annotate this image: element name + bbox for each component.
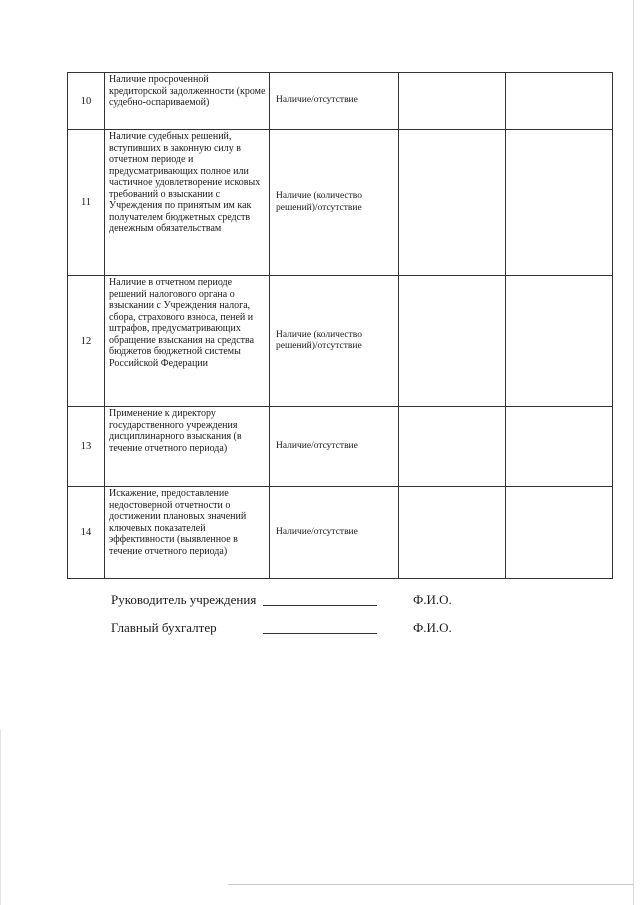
criterion-text: Искажение, предоставление недостоверной отчетности о достижении плановых значений ключевых показателей эффективности (выявленное в течение отчетного периода) [105, 487, 270, 579]
head-name: Ф.И.О. [413, 592, 452, 607]
scan-edge-right [633, 0, 634, 905]
value-cell [399, 487, 506, 579]
criterion-text: Наличие судебных решений, вступивших в законную силу в отчетном периоде и предусматривающих полное или частичное удовлетворение исковых требований о взыскании с Учреждения по принятым им как получателем бюджетных средств денежным обязательствам [105, 130, 270, 276]
row-number: 13 [68, 407, 105, 487]
measure-text: Наличие/отсутствие [270, 407, 399, 487]
accountant-label: Главный бухгалтер [111, 620, 217, 635]
scan-edge-left [0, 730, 1, 905]
table-row [68, 276, 613, 407]
row-number: 14 [68, 487, 105, 579]
measure-text: Наличие (количество решений)/отсутствие [270, 130, 399, 276]
value-cell [506, 487, 613, 579]
table-row [68, 130, 613, 276]
row-number: 12 [68, 276, 105, 407]
criteria-table [67, 72, 613, 579]
scan-bottom-line [228, 884, 633, 885]
value-cell [506, 130, 613, 276]
criterion-text: Наличие в отчетном периоде решений налогового органа о взыскании с Учреждения налога, сбора, страхового взноса, пеней и штрафов, предусматривающих обращение взыскания на средства бюджетов бюджетной системы Российской Федерации [105, 276, 270, 407]
value-cell [506, 407, 613, 487]
value-cell [399, 73, 506, 130]
signature-line [263, 605, 377, 606]
table-row [68, 73, 613, 130]
value-cell [399, 276, 506, 407]
head-label: Руководитель учреждения [111, 592, 257, 607]
table-row [68, 487, 613, 579]
criterion-text: Наличие просроченной кредиторской задолженности (кроме судебно-оспариваемой) [105, 73, 270, 130]
accountant-name: Ф.И.О. [413, 620, 452, 635]
row-number: 10 [68, 73, 105, 130]
criterion-text: Применение к директору государственного учреждения дисциплинарного взыскания (в течение отчетного периода) [105, 407, 270, 487]
signature-line [263, 633, 377, 634]
table-row [68, 407, 613, 487]
value-cell [506, 73, 613, 130]
row-number: 11 [68, 130, 105, 276]
signature-head [111, 592, 511, 608]
value-cell [399, 407, 506, 487]
measure-text: Наличие (количество решений)/отсутствие [270, 276, 399, 407]
signature-accountant [111, 620, 511, 636]
value-cell [399, 130, 506, 276]
measure-text: Наличие/отсутствие [270, 487, 399, 579]
measure-text: Наличие/отсутствие [270, 73, 399, 130]
value-cell [506, 276, 613, 407]
